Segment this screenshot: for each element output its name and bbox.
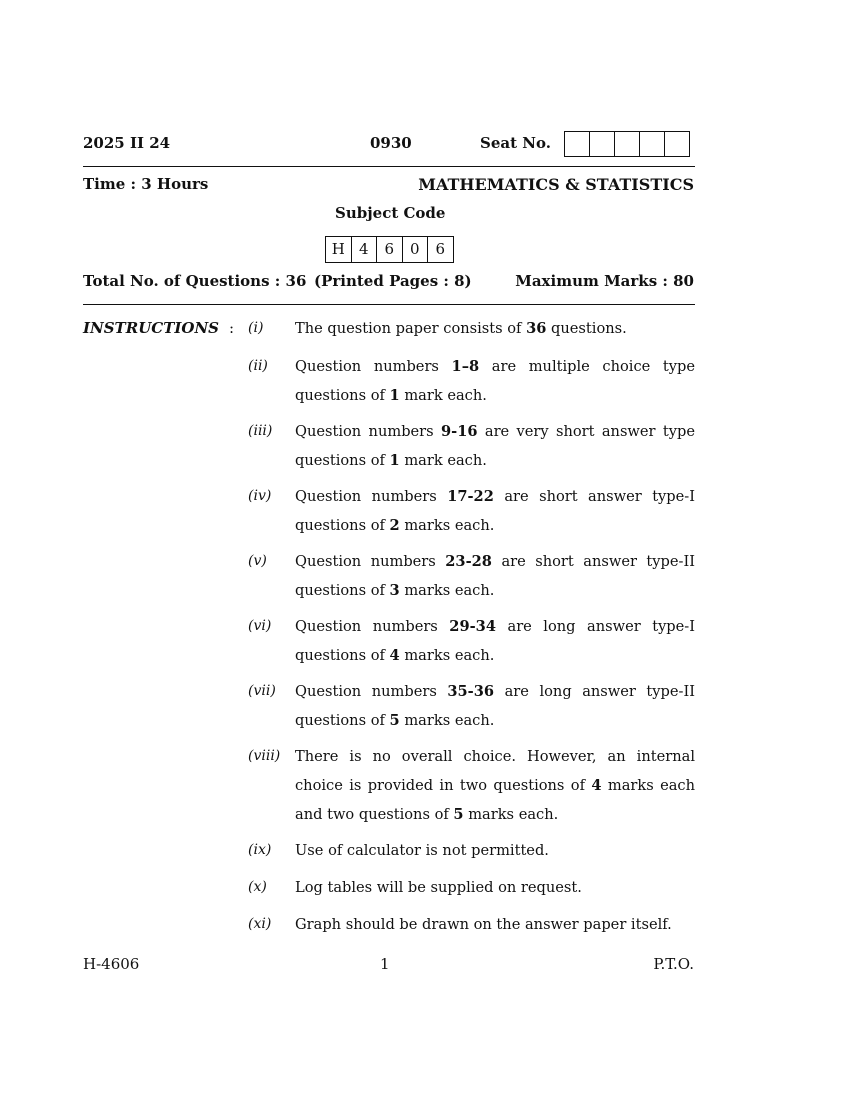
seat-box[interactable]	[565, 132, 590, 156]
pto-label: P.T.O.	[653, 955, 694, 973]
instruction-number: (ix)	[248, 842, 272, 858]
instruction-text: Graph should be drawn on the answer paper itself.	[295, 916, 672, 933]
code-digit: 6	[435, 240, 446, 258]
instructions-heading: INSTRUCTIONS	[83, 319, 219, 337]
instruction-number: (v)	[248, 553, 267, 569]
instruction-number: (x)	[248, 879, 267, 895]
code-digit: H	[326, 237, 352, 262]
instruction-text: Log tables will be supplied on request.	[295, 879, 582, 896]
instruction-number: (vii)	[248, 683, 276, 699]
instruction-text: Question numbers 9-16 are very short answer type questions of 1 mark each.	[295, 423, 695, 469]
instruction-number: (iii)	[248, 423, 273, 439]
code-digit: 0	[403, 237, 429, 262]
instruction-text: Question numbers 35-36 are long answer type-II questions of 5 marks each.	[295, 683, 695, 729]
seat-box[interactable]	[590, 132, 615, 156]
instruction-number: (iv)	[248, 488, 272, 504]
instruction-text: There is no overall choice. However, an internal choice is provided in two questions of 4 marks each and two questions of 5 marks each.	[295, 748, 695, 823]
instruction-number: (ii)	[248, 358, 268, 374]
date-code: 2025 II 24	[83, 134, 171, 152]
instructions-colon: :	[229, 319, 235, 337]
subject-code-label: Subject Code	[335, 204, 446, 222]
printed-pages: (Printed Pages : 8)	[314, 272, 472, 290]
code-digit: 4	[352, 237, 378, 262]
seat-number-boxes[interactable]	[564, 131, 690, 157]
instruction-number: (i)	[248, 320, 264, 336]
total-questions: Total No. of Questions : 36	[83, 272, 307, 290]
subject-title: MATHEMATICS & STATISTICS	[418, 175, 694, 194]
footer-paper-code: H-4606	[83, 955, 140, 973]
instruction-text: Question numbers 23-28 are short answer type-II questions of 3 marks each.	[295, 553, 695, 599]
seat-label: Seat No.	[480, 134, 551, 152]
instruction-number: (viii)	[248, 748, 281, 764]
subject-code-boxes	[325, 236, 454, 263]
instruction-text: Question numbers 29-34 are long answer type-I questions of 4 marks each.	[295, 618, 695, 664]
divider-top	[83, 166, 695, 167]
seat-box[interactable]	[640, 132, 665, 156]
divider-bottom	[83, 304, 695, 305]
seat-box[interactable]	[665, 132, 689, 156]
page-number: 1	[380, 955, 390, 973]
instruction-number: (xi)	[248, 916, 272, 932]
instruction-number: (vi)	[248, 618, 272, 634]
instruction-text: Question numbers 17-22 are short answer type-I questions of 2 marks each.	[295, 488, 695, 534]
instruction-text: Question numbers 1–8 are multiple choice type questions of 1 mark each.	[295, 358, 695, 404]
time-label: Time : 3 Hours	[83, 175, 209, 193]
maximum-marks: Maximum Marks : 80	[515, 272, 694, 290]
seat-box[interactable]	[615, 132, 640, 156]
paper-code: 0930	[370, 134, 412, 152]
instruction-text: The question paper consists of 36 questions.	[295, 320, 627, 337]
code-digit: 6	[377, 237, 403, 262]
instruction-text: Use of calculator is not permitted.	[295, 842, 549, 859]
